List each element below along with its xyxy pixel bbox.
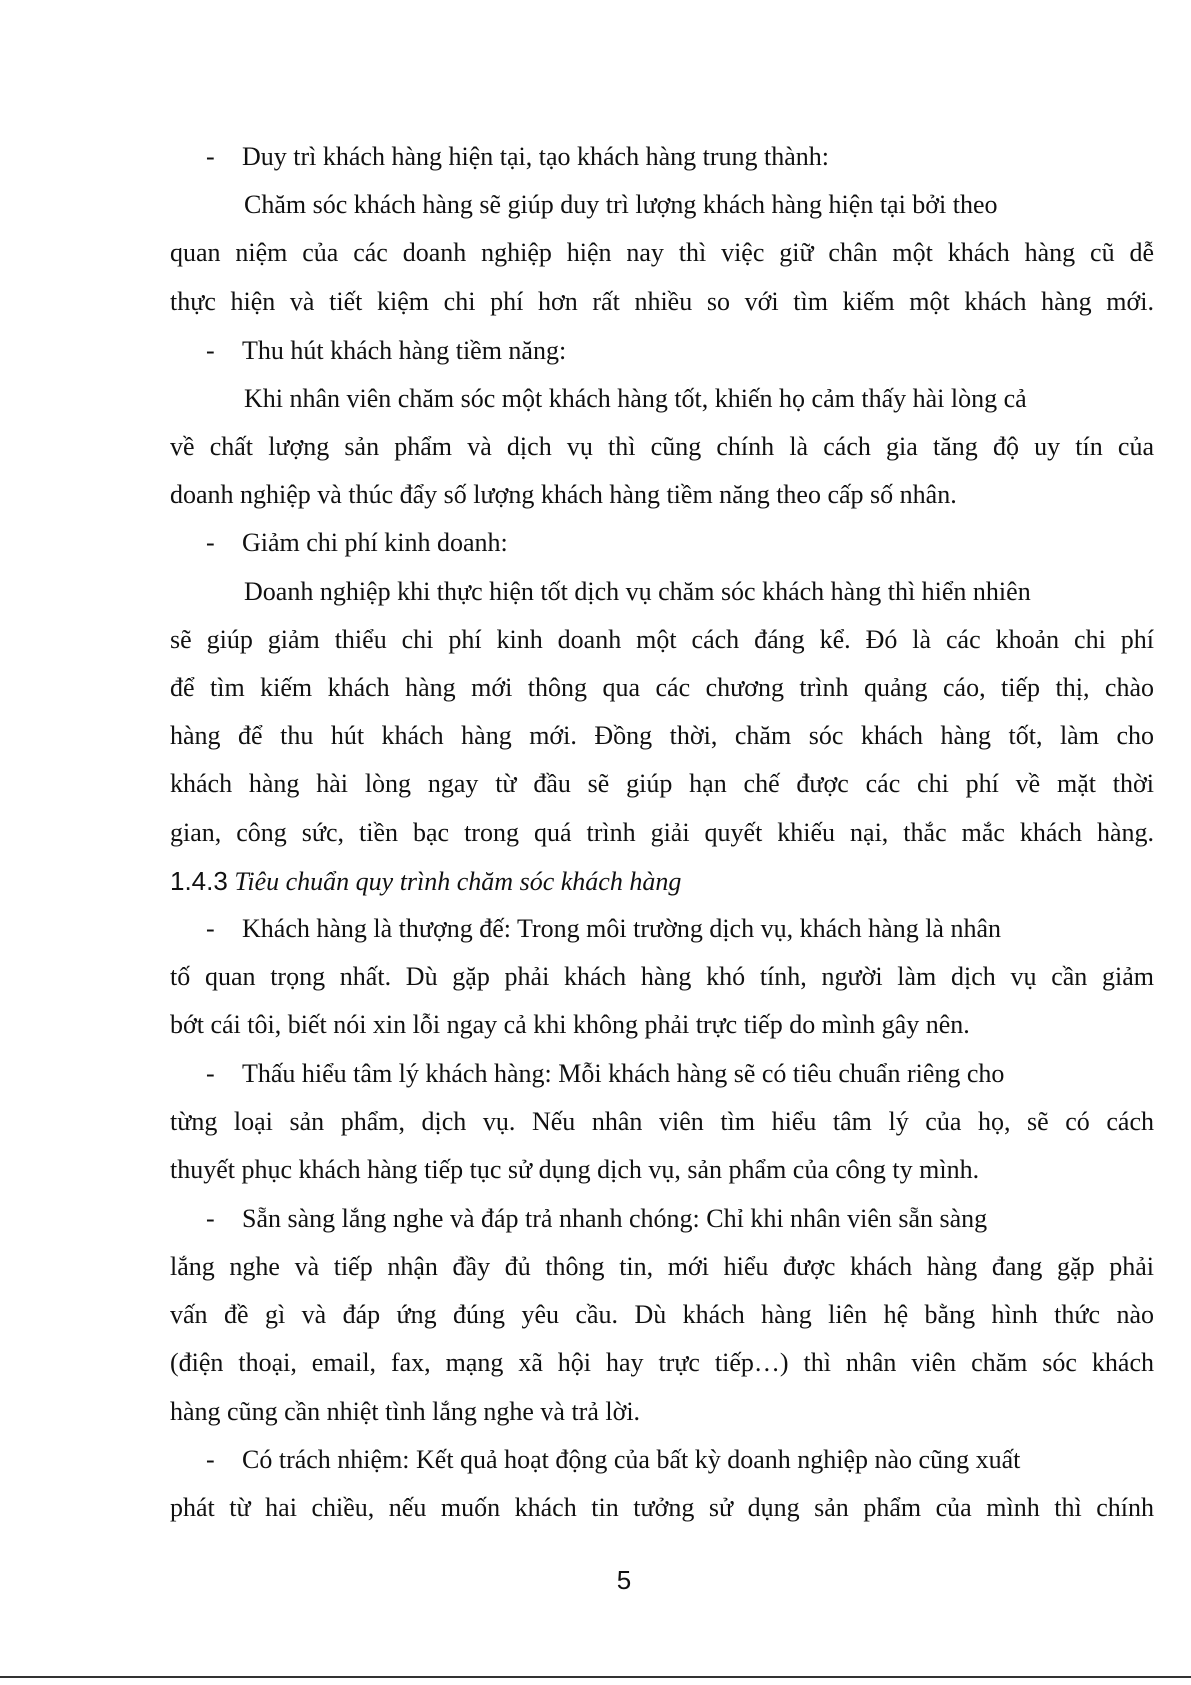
page-number: 5: [616, 1565, 632, 1595]
paragraph-line: thực hiện và tiết kiệm chi phí hơn rất nhiều so với tìm kiếm một khách hàng mới.: [170, 287, 1154, 316]
section-subheading: [170, 866, 681, 897]
section-title: Tiêu chuẩn quy trình chăm sóc khách hàng: [234, 867, 682, 896]
paragraph-line: phát từ hai chiều, nếu muốn khách tin tưởng sử dụng sản phẩm của mình thì chính: [170, 1493, 1154, 1522]
paragraph-line: doanh nghiệp và thúc đẩy số lượng khách hàng tiềm năng theo cấp số nhân.: [170, 480, 957, 509]
bullet-paragraph-text: Sẵn sàng lắng nghe và đáp trả nhanh chóng: Chỉ khi nhân viên sẵn sàng: [242, 1204, 988, 1233]
paragraph-line: (điện thoại, email, fax, mạng xã hội hay trực tiếp…) thì nhân viên chăm sóc khách: [170, 1348, 1154, 1377]
paragraph-line: hàng để thu hút khách hàng mới. Đồng thời, chăm sóc khách hàng tốt, làm cho: [170, 721, 1154, 750]
paragraph-line: bớt cái tôi, biết nói xin lỗi ngay cả khi không phải trực tiếp do mình gây nên.: [170, 1010, 970, 1039]
paragraph-line: khách hàng hài lòng ngay từ đầu sẽ giúp hạn chế được các chi phí về mặt thời: [170, 769, 1154, 798]
paragraph-line: quan niệm của các doanh nghiệp hiện nay thì việc giữ chân một khách hàng cũ dễ: [170, 238, 1154, 267]
paragraph-line: Khi nhân viên chăm sóc một khách hàng tốt, khiến họ cảm thấy hài lòng cả: [244, 384, 1027, 413]
paragraph-line: vấn đề gì và đáp ứng đúng yêu cầu. Dù khách hàng liên hệ bằng hình thức nào: [170, 1300, 1154, 1329]
bullet-dash: -: [206, 142, 215, 171]
section-number: 1.4.3: [170, 866, 228, 896]
bullet-paragraph-text: Khách hàng là thượng đế: Trong môi trường dịch vụ, khách hàng là nhân: [242, 914, 1002, 943]
paragraph-line: thuyết phục khách hàng tiếp tục sử dụng dịch vụ, sản phẩm của công ty mình.: [170, 1155, 980, 1184]
paragraph-line: lắng nghe và tiếp nhận đầy đủ thông tin, mới hiểu được khách hàng đang gặp phải: [170, 1252, 1154, 1281]
paragraph-line: tố quan trọng nhất. Dù gặp phải khách hàng khó tính, người làm dịch vụ cần giảm: [170, 962, 1154, 991]
bullet-dash: -: [206, 528, 215, 557]
paragraph-line: gian, công sức, tiền bạc trong quá trình giải quyết khiếu nại, thắc mắc khách hàng.: [170, 818, 1154, 847]
paragraph-line: từng loại sản phẩm, dịch vụ. Nếu nhân viên tìm hiểu tâm lý của họ, sẽ có cách: [170, 1107, 1154, 1136]
bullet-dash: -: [206, 1204, 215, 1233]
paragraph-line: hàng cũng cần nhiệt tình lắng nghe và trả lời.: [170, 1397, 641, 1426]
bullet-dash: -: [206, 336, 215, 365]
bullet-dash: -: [206, 914, 215, 943]
bullet-heading-text: Giảm chi phí kinh doanh:: [242, 528, 508, 557]
bullet-heading-text: Duy trì khách hàng hiện tại, tạo khách hàng trung thành:: [242, 142, 830, 171]
paragraph-line: về chất lượng sản phẩm và dịch vụ thì cũng chính là cách gia tăng độ uy tín của: [170, 432, 1154, 461]
footer-rule: [0, 1676, 1191, 1678]
paragraph-line: Chăm sóc khách hàng sẽ giúp duy trì lượng khách hàng hiện tại bởi theo: [244, 190, 998, 219]
bullet-paragraph-text: Có trách nhiệm: Kết quả hoạt động của bất kỳ doanh nghiệp nào cũng xuất: [242, 1445, 1021, 1474]
bullet-dash: -: [206, 1059, 215, 1088]
paragraph-line: để tìm kiếm khách hàng mới thông qua các chương trình quảng cáo, tiếp thị, chào: [170, 673, 1154, 702]
bullet-dash: -: [206, 1445, 215, 1474]
paragraph-line: sẽ giúp giảm thiểu chi phí kinh doanh một cách đáng kể. Đó là các khoản chi phí: [170, 625, 1154, 654]
paragraph-line: Doanh nghiệp khi thực hiện tốt dịch vụ chăm sóc khách hàng thì hiển nhiên: [244, 577, 1031, 606]
bullet-paragraph-text: Thấu hiểu tâm lý khách hàng: Mỗi khách hàng sẽ có tiêu chuẩn riêng cho: [242, 1059, 1005, 1088]
bullet-heading-text: Thu hút khách hàng tiềm năng:: [242, 336, 567, 365]
